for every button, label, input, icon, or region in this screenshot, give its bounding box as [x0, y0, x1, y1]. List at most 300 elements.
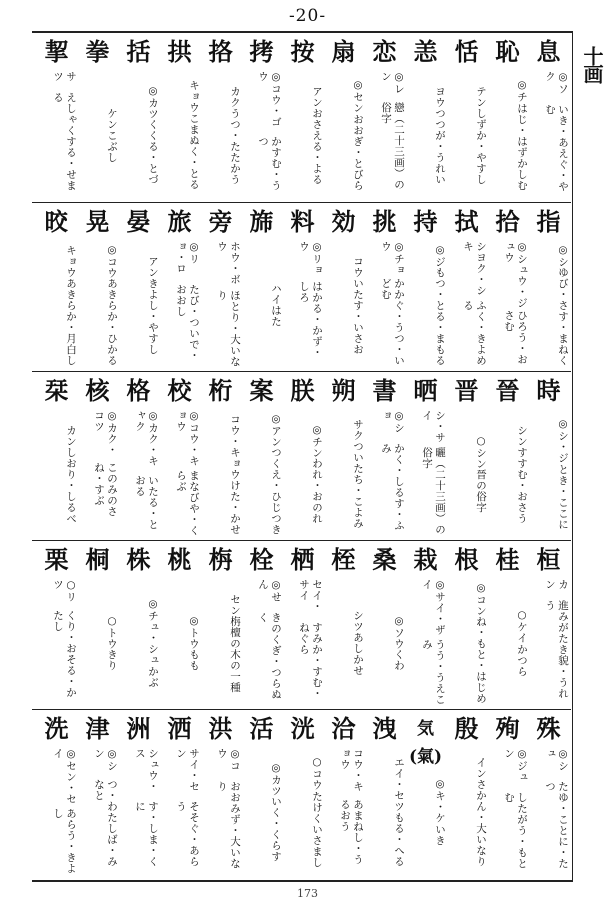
kanji-entry: [446, 33, 487, 200]
kanji-on-reading: ◎カツ: [270, 761, 282, 797]
kanji-readings: [241, 748, 282, 876]
kanji-entry: [118, 33, 159, 200]
kanji-meaning: かつら: [516, 643, 528, 677]
kanji-readings: [446, 71, 487, 199]
kanji-character: 指: [536, 207, 561, 236]
kanji-character: 栗: [44, 545, 69, 574]
kanji-meaning: ゆび・さす・まねく: [557, 267, 569, 367]
kanji-character: 株: [126, 545, 151, 574]
kanji-readings: [487, 579, 528, 707]
kanji-character: 桂: [495, 545, 520, 574]
kanji-readings: [36, 241, 77, 369]
kanji-readings: [36, 410, 77, 538]
kanji-readings: [241, 410, 282, 538]
kanji-entry: [36, 541, 77, 708]
kanji-on-reading: サイ・セン: [175, 748, 200, 792]
kanji-meaning: いく・くらす: [270, 796, 282, 863]
kanji-character: 拷: [249, 37, 274, 66]
kanji-entry: [487, 541, 528, 708]
kanji-meaning: いき・あえぐ・やむ: [544, 104, 569, 193]
kanji-on-reading: ◎ショ: [380, 410, 405, 434]
kanji-character: 旅: [167, 207, 192, 236]
kanji-readings: [282, 410, 323, 538]
kanji-meaning: くくる・とづ: [147, 119, 159, 186]
kanji-entry: [241, 372, 282, 539]
kanji-meaning: つくえ・ひじつき: [270, 447, 282, 536]
kanji-meaning: もつ・とる・まもる: [434, 267, 446, 367]
kanji-readings: [364, 748, 405, 876]
kanji-on-reading: ◎コウ: [106, 243, 118, 279]
kanji-meaning: 栴檀の木の一種: [229, 615, 241, 693]
kanji-readings: [487, 748, 528, 876]
kanji-meaning: はじ・はずかしむ: [516, 102, 528, 191]
kanji-readings: [200, 748, 241, 876]
kanji-character: 括: [126, 37, 151, 66]
kanji-meaning: うう・うえこみ: [421, 638, 446, 705]
kanji-on-reading: カン: [544, 579, 569, 590]
kanji-entry: [200, 710, 241, 877]
kanji-readings: [241, 71, 282, 199]
kanji-on-reading: シヨク・シキ: [462, 241, 487, 296]
kanji-entry: [405, 372, 446, 539]
kanji-character: 朕: [290, 376, 315, 405]
kanji-row: [32, 709, 571, 878]
kanji-meaning: こまぬく・とる: [188, 113, 200, 190]
kanji-readings: [77, 241, 118, 369]
kanji-meaning: われ・おのれ: [311, 458, 323, 525]
kanji-meaning: すみか・すむ・ねぐら: [298, 621, 323, 699]
kanji-row: [32, 202, 571, 371]
kanji-meaning: あまねし・うるおう: [339, 799, 364, 866]
kanji-entry: [282, 541, 323, 708]
kanji-on-reading: ◎コウ・ゴウ: [257, 71, 282, 128]
kanji-on-reading: ◎シュウ・ジュウ: [503, 241, 528, 309]
kanji-character: 格: [126, 376, 151, 405]
kanji-character: 拱: [167, 37, 192, 66]
kanji-readings: [118, 579, 159, 707]
kanji-meaning: かく・しるす・ふみ: [380, 443, 405, 532]
kanji-character: 晃: [85, 207, 110, 236]
kanji-entry: [364, 203, 405, 370]
kanji-meaning: おさえる・よる: [311, 107, 323, 185]
kanji-entry: [159, 203, 200, 370]
kanji-on-reading: ◎ジュン: [503, 748, 528, 783]
kanji-entry: [77, 33, 118, 200]
kanji-entry: [446, 541, 487, 708]
kanji-character: 津: [85, 714, 110, 743]
kanji-readings: [159, 410, 200, 538]
kanji-readings: [159, 579, 200, 707]
kanji-meaning: 進みがたき貌・うれう: [544, 600, 569, 700]
kanji-readings: [118, 410, 159, 538]
kanji-readings: [282, 748, 323, 876]
kanji-readings: [364, 410, 405, 538]
kanji-readings: [528, 579, 569, 707]
kanji-character: 洩: [372, 714, 397, 743]
kanji-character: 挌: [208, 37, 233, 66]
kanji-character: 栞: [44, 376, 69, 405]
kanji-readings: [159, 241, 200, 369]
kanji-character: 栖: [290, 545, 315, 574]
kanji-readings: [159, 748, 200, 876]
kanji-character: 洲: [126, 714, 151, 743]
kanji-readings: [323, 410, 364, 538]
kanji-meaning: 戀（二十三画）の俗字: [380, 101, 405, 190]
kanji-readings: [446, 410, 487, 538]
kanji-character: 桁: [208, 376, 233, 405]
kanji-readings: [200, 410, 241, 538]
kanji-meaning: あらう・きよし: [52, 807, 77, 874]
kanji-readings: [77, 579, 118, 707]
kanji-entry: [159, 710, 200, 877]
kanji-entry: [118, 372, 159, 539]
kanji-readings: [118, 71, 159, 199]
kanji-on-reading: セン: [229, 593, 241, 616]
kanji-meaning: 晉の俗字: [475, 469, 487, 514]
kanji-character: 晒: [413, 376, 438, 405]
kanji-meaning: おおぎ・とびら: [352, 113, 364, 191]
kanji-meaning: もる・へる: [393, 812, 405, 867]
kanji-entry: [77, 710, 118, 877]
kanji-character: 按: [290, 37, 315, 66]
kanji-readings: [282, 579, 323, 707]
kanji-on-reading: シツ: [352, 610, 364, 632]
kanji-character: 恥: [495, 37, 520, 66]
kanji-on-reading: ◎シュ: [544, 748, 569, 772]
kanji-character: 気(氣): [408, 719, 443, 767]
kanji-on-reading: キョウ: [65, 244, 77, 278]
kanji-entry: [36, 203, 77, 370]
kanji-meaning: えしゃくする・せまる: [52, 92, 77, 192]
kanji-on-reading: ◎アン: [270, 412, 282, 448]
kanji-entry: [446, 710, 487, 877]
kanji-entry: [323, 372, 364, 539]
kanji-readings: [405, 579, 446, 707]
kanji-character: 書: [372, 376, 397, 405]
kanji-entry: [200, 203, 241, 370]
kanji-on-reading: ◎セン: [352, 79, 364, 114]
kanji-character: 挈: [44, 37, 69, 66]
kanji-readings: [405, 71, 446, 199]
kanji-on-reading: ホウ・ボウ: [216, 241, 241, 285]
kanji-readings: [323, 71, 364, 199]
kanji-on-reading: サク: [352, 419, 364, 441]
kanji-character: 栓: [249, 545, 274, 574]
kanji-on-reading: ◎リョ・ロ: [175, 241, 200, 274]
kanji-entry: [159, 541, 200, 708]
kanji-entry: [528, 541, 569, 708]
kanji-character: 活: [249, 714, 274, 743]
kanji-on-reading: ◎シ: [557, 243, 569, 268]
kanji-character: 旁: [208, 207, 233, 236]
kanji-meaning: たけくいさまし: [311, 790, 323, 868]
kanji-character: 朔: [331, 376, 356, 405]
kanji-entry: [282, 372, 323, 539]
kanji-meaning: あきらか・ひかる: [106, 278, 118, 367]
kanji-readings: [323, 241, 364, 369]
kanji-character: 桓: [536, 545, 561, 574]
kanji-readings: [446, 241, 487, 369]
kanji-entry: [364, 541, 405, 708]
kanji-meaning: すすむ・おさう: [516, 446, 528, 524]
kanji-on-reading: ◎シ・ジ: [557, 418, 569, 464]
kanji-entry: [528, 710, 569, 877]
kanji-character: 桑: [372, 545, 397, 574]
kanji-character: 核: [85, 376, 110, 405]
kanji-entry: [364, 33, 405, 200]
kanji-entry: [528, 203, 569, 370]
kanji-character: 洽: [331, 714, 356, 743]
kanji-entry: [364, 710, 405, 877]
kanji-entry: [77, 541, 118, 708]
kanji-meaning: くり・おそる・かたし: [52, 609, 77, 698]
kanji-readings: [200, 241, 241, 369]
kanji-meaning: ひろう・おさむ: [503, 309, 528, 365]
kanji-meaning: そそぐ・あらう: [175, 801, 200, 868]
kanji-entry: [405, 203, 446, 370]
kanji-on-reading: ◎コウ・キョウ: [175, 410, 200, 467]
kanji-on-reading: アン: [311, 85, 323, 108]
kanji-on-reading: シン: [516, 424, 528, 447]
kanji-entry: [36, 710, 77, 877]
page-number: -20-: [288, 6, 327, 26]
kanji-readings: [36, 579, 77, 707]
kanji-meaning: あきらか・月白し: [65, 277, 77, 366]
kanji-meaning: きよし・やすし: [147, 277, 159, 355]
kanji-entry: [323, 203, 364, 370]
kanji-on-reading: ○コウ: [311, 756, 323, 791]
kanji-entry: [118, 710, 159, 877]
kanji-character: 晏: [126, 207, 151, 236]
kanji-on-reading: サツ: [52, 71, 77, 82]
kanji-on-reading: ヨウ: [434, 85, 446, 108]
kanji-character: 桃: [167, 545, 192, 574]
kanji-on-reading: アン: [147, 255, 159, 278]
kanji-meaning: さかん・大いなり: [475, 779, 487, 867]
kanji-readings: [405, 748, 446, 876]
kanji-entry: [36, 372, 77, 539]
kanji-meaning: 曬（二十三画）の俗字: [421, 446, 446, 535]
kanji-meaning: つつが・うれい: [434, 107, 446, 185]
kanji-entry: [405, 710, 446, 877]
kanji-character: 栴: [208, 545, 233, 574]
kanji-meaning: かかぐ・うつ・いどむ: [380, 278, 405, 367]
kanji-character: 旆: [249, 207, 274, 236]
kanji-character: 恋: [372, 37, 397, 66]
kanji-readings: [528, 241, 569, 369]
kanji-character: 扇: [331, 37, 356, 66]
kanji-entry: [323, 541, 364, 708]
kanji-entry: [36, 33, 77, 200]
kanji-on-reading: ケン: [106, 107, 118, 130]
page-footer: 173: [297, 887, 318, 900]
kanji-on-reading: ハイ: [270, 283, 282, 305]
kanji-entry: [241, 203, 282, 370]
kanji-character: 栽: [413, 545, 438, 574]
kanji-readings: [405, 241, 446, 369]
kanji-entry: [446, 203, 487, 370]
kanji-readings: [77, 410, 118, 538]
kanji-meaning: おおみず・大いなり: [216, 781, 241, 870]
kanji-character: 校: [167, 376, 192, 405]
kanji-meaning: きのくぎ・つらぬく: [257, 612, 282, 701]
kanji-entry: [118, 203, 159, 370]
kanji-on-reading: ◎リョウ: [298, 241, 323, 276]
kanji-entry: [487, 33, 528, 200]
kanji-on-reading: ○トウ: [106, 614, 118, 650]
kanji-on-reading: ◎カク・キャク: [134, 410, 159, 467]
kanji-readings: [200, 71, 241, 199]
kanji-entry: [282, 33, 323, 200]
kanji-character: 殊: [536, 714, 561, 743]
kanji-meaning: このみのさね・すぶ: [93, 461, 118, 517]
kanji-character: 洪: [208, 714, 233, 743]
kanji-meaning: まなびや・くらぶ: [175, 470, 200, 537]
kanji-character: 恬: [454, 37, 479, 66]
kanji-on-reading: ◎ソク: [544, 71, 569, 95]
kanji-meaning: しおり・しるべ: [65, 446, 77, 524]
kanji-character: 桎: [331, 545, 356, 574]
kanji-on-reading: ◎せん: [257, 579, 282, 603]
kanji-on-reading: ◎チョウ: [380, 241, 405, 276]
kanji-readings: [405, 410, 446, 538]
kanji-on-reading: ◎ジ: [434, 243, 446, 268]
kanji-entry: [77, 203, 118, 370]
kanji-entry: [323, 33, 364, 200]
kanji-row: [32, 371, 571, 540]
kanji-meaning: つ・わたしば・みなと: [93, 778, 118, 867]
kanji-character: 晈: [44, 207, 69, 236]
kanji-on-reading: シ・サイ: [421, 410, 446, 443]
kanji-on-reading: ◎レン: [380, 71, 405, 95]
kanji-meaning: うつ・たたかう: [229, 107, 241, 185]
kanji-meaning: ついたち・こよみ: [352, 441, 364, 529]
kanji-meaning: はた: [270, 305, 282, 327]
kanji-readings: [528, 71, 569, 199]
kanji-character: 息: [536, 37, 561, 66]
kanji-character: 晉: [495, 376, 520, 405]
kanji-meaning: かすむ・うつ: [257, 135, 282, 191]
kanji-on-reading: ◎カツ: [147, 84, 159, 120]
kanji-entry: [159, 33, 200, 200]
kanji-readings: [446, 748, 487, 876]
kanji-character: 案: [249, 376, 274, 405]
kanji-table: [32, 31, 573, 882]
kanji-meaning: ほとり・大いなり: [216, 290, 241, 368]
kanji-readings: [36, 748, 77, 876]
kanji-on-reading: ◎チ: [516, 79, 528, 103]
kanji-character: 晋: [454, 376, 479, 405]
kanji-meaning: こぶし: [106, 129, 118, 163]
stroke-count-label: 十画: [580, 46, 604, 82]
kanji-character: 拾: [495, 207, 520, 236]
kanji-readings: [364, 241, 405, 369]
kanji-on-reading: カン: [65, 424, 77, 447]
kanji-on-reading: ◎シン: [93, 748, 118, 772]
kanji-character: 根: [454, 545, 479, 574]
kanji-character: 効: [331, 207, 356, 236]
kanji-readings: [282, 241, 323, 369]
kanji-meaning: いたす・いさお: [352, 277, 364, 355]
kanji-on-reading: ◎カク・コツ: [93, 410, 118, 456]
kanji-character: 持: [413, 207, 438, 236]
kanji-meaning: はかる・かず・しろ: [298, 281, 323, 359]
kanji-readings: [200, 579, 241, 707]
kanji-on-reading: コウ・キョウ: [229, 413, 241, 480]
kanji-entry: [200, 33, 241, 200]
kanji-on-reading: シュウ・ス: [134, 748, 159, 792]
kanji-entry: [200, 541, 241, 708]
kanji-readings: [159, 71, 200, 199]
kanji-meaning: たび・ついで・おおし: [175, 284, 200, 362]
kanji-row: [32, 540, 571, 709]
kanji-entry: [159, 372, 200, 539]
kanji-entry: [77, 372, 118, 539]
kanji-entry: [282, 203, 323, 370]
kanji-on-reading: セイ・サイ: [298, 579, 323, 612]
kanji-row: [32, 33, 571, 202]
kanji-readings: [241, 241, 282, 369]
kanji-character: 洸: [290, 714, 315, 743]
kanji-readings: [487, 71, 528, 199]
kanji-readings: [487, 410, 528, 538]
kanji-character: 殉: [495, 714, 520, 743]
kanji-readings: [364, 579, 405, 707]
kanji-meaning: くわ: [393, 649, 405, 672]
kanji-on-reading: ○リツ: [52, 579, 77, 603]
kanji-meaning: しずか・やすし: [475, 107, 487, 185]
kanji-readings: [77, 71, 118, 199]
kanji-entry: [487, 710, 528, 877]
kanji-character: 殷: [454, 714, 479, 743]
kanji-entry: [487, 372, 528, 539]
kanji-readings: [528, 410, 569, 538]
kanji-entry: [323, 710, 364, 877]
kanji-character: 恙: [413, 37, 438, 66]
kanji-on-reading: ◎チン: [311, 423, 323, 459]
kanji-readings: [77, 748, 118, 876]
kanji-on-reading: ○ケイ: [516, 609, 528, 644]
kanji-entry: [118, 541, 159, 708]
kanji-entry: [241, 33, 282, 200]
kanji-on-reading: ◎コン: [475, 581, 487, 617]
kanji-character: 洒: [167, 714, 192, 743]
kanji-meaning: きり: [106, 649, 118, 672]
kanji-character: 挑: [372, 207, 397, 236]
kanji-readings: [118, 748, 159, 876]
kanji-character: 拭: [454, 207, 479, 236]
kanji-on-reading: テン: [475, 85, 487, 108]
kanji-meaning: したがう・もとむ: [503, 791, 528, 869]
kanji-readings: [282, 71, 323, 199]
kanji-entry: [487, 203, 528, 370]
kanji-on-reading: ◎サイ・ザイ: [421, 579, 446, 636]
kanji-on-reading: ◎キ・ケ: [434, 778, 446, 824]
kanji-on-reading: コウ: [352, 255, 364, 278]
kanji-entry: [200, 372, 241, 539]
kanji-meaning: かぶ: [147, 665, 159, 688]
kanji-meaning: たゆ・ことに・たつ: [544, 781, 569, 870]
kanji-readings: [528, 748, 569, 876]
kanji-entry: [405, 541, 446, 708]
kanji-readings: [323, 579, 364, 707]
kanji-on-reading: ◎コウ: [216, 748, 241, 772]
kanji-readings: [118, 241, 159, 369]
kanji-meaning: いたる・とおる: [134, 474, 159, 530]
kanji-readings: [323, 748, 364, 876]
kanji-on-reading: ◎チュ・シュ: [147, 598, 159, 666]
kanji-entry: [241, 541, 282, 708]
